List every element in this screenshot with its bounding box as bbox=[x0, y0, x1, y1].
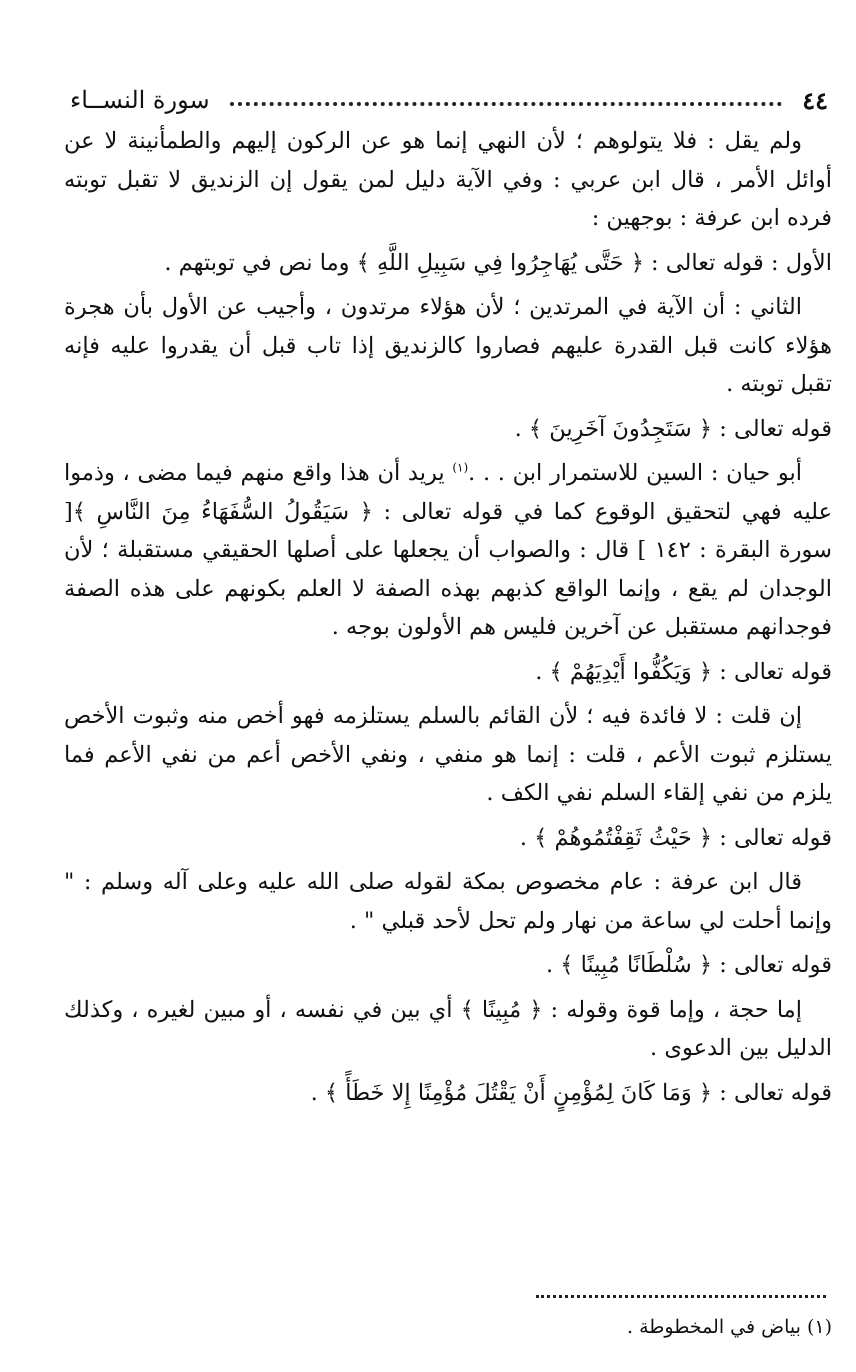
paragraph-rest: يريد أن هذا واقع منهم فيما مضى ، وذموا عليه فهي لتحقيق الوقوع كما في قوله تعالى : ﴿ سَيَقُولُ السُّفَهَاءُ مِنَ النَّاسِ ﴾[ سورة البقرة : ١٤٢ ] قال : والصواب أن يجعلها على أصلها الحقيقي مستقبلة ؛ لأن الوجدان لم يقع ، وإنما الواقع كذبهم بهذه الصفة لا العلم بكونهم على هذه الصفة فوجدانهم مستقبل عن آخرين فليس هم الأولون بوجه . bbox=[64, 460, 832, 640]
verse-heading: قوله تعالى : ﴿ وَمَا كَانَ لِمُؤْمِنٍ أَنْ يَقْتُلَ مُؤْمِنًا إِلا خَطَأً ﴾ . bbox=[310, 1079, 832, 1106]
page-header bbox=[70, 82, 828, 118]
header-dotted-rule bbox=[230, 102, 783, 106]
verse-heading: قوله تعالى : ﴿ سُلْطَانًا مُبِينًا ﴾ . bbox=[545, 952, 832, 978]
footnote-marker: (١) bbox=[452, 460, 469, 475]
verse-heading: قوله تعالى : ﴿ وَيَكُفُّوا أَيْدِيَهُمْ ﴾ . bbox=[535, 658, 832, 685]
footnote-separator bbox=[536, 1295, 826, 1298]
paragraph bbox=[64, 454, 832, 647]
page-body bbox=[64, 122, 832, 1118]
paragraph-start: أبو حيان : السين للاستمرار ابن . . . bbox=[468, 460, 802, 486]
surah-title: سورة النســاء bbox=[70, 86, 210, 114]
page-number: ٤٤ bbox=[802, 85, 828, 115]
paragraph: إما حجة ، وإما قوة وقوله : ﴿ مُبِينًا ﴾ أي بين في نفسه ، أو مبين لغيره ، وكذلك الدليل بين الدعوى . bbox=[64, 996, 832, 1061]
paragraph: ولم يقل : فلا يتولوهم ؛ لأن النهي إنما هو عن الركون إليهم والطمأنينة لا عن أوائل الأمر ، قال ابن عربي : وفي الآية دليل لمن يقول إن الزنديق لا تقبل توبته فرده ابن عرفة : بوجهين : bbox=[64, 128, 832, 231]
verse-heading: الأول : قوله تعالى : ﴿ حَتَّى يُهَاجِرُوا فِي سَبِيلِ اللَّهِ ﴾ وما نص في توبتهم . bbox=[164, 249, 832, 276]
paragraph: الثاني : أن الآية في المرتدين ؛ لأن هؤلاء مرتدون ، وأجيب عن الأول بأن هجرة هؤلاء كانت قبل القدرة عليهم فصاروا كالزنديق إذا تاب قبل أن يقدروا عليه فإنه تقبل توبته . bbox=[64, 294, 832, 397]
paragraph: قال ابن عرفة : عام مخصوص بمكة لقوله صلى الله عليه وعلى آله وسلم : " وإنما أحلت لي ساعة من نهار ولم تحل لأحد قبلي " . bbox=[64, 869, 832, 934]
paragraph: إن قلت : لا فائدة فيه ؛ لأن القائم بالسلم يستلزمه فهو أخص منه وثبوت الأخص يستلزم ثبوت الأعم ، قلت : إنما هو منفي ، ونفي الأخص أعم من نفي الأعم فما يلزم من نفي إلقاء السلم نفي الكف . bbox=[64, 703, 832, 806]
verse-heading: قوله تعالى : ﴿ حَيْثُ ثَقِفْتُمُوهُمْ ﴾ . bbox=[519, 824, 832, 851]
footnote: (١) بياض في المخطوطة . bbox=[627, 1316, 832, 1338]
verse-heading: قوله تعالى : ﴿ سَتَجِدُونَ آخَرِينَ ﴾ . bbox=[514, 415, 832, 442]
